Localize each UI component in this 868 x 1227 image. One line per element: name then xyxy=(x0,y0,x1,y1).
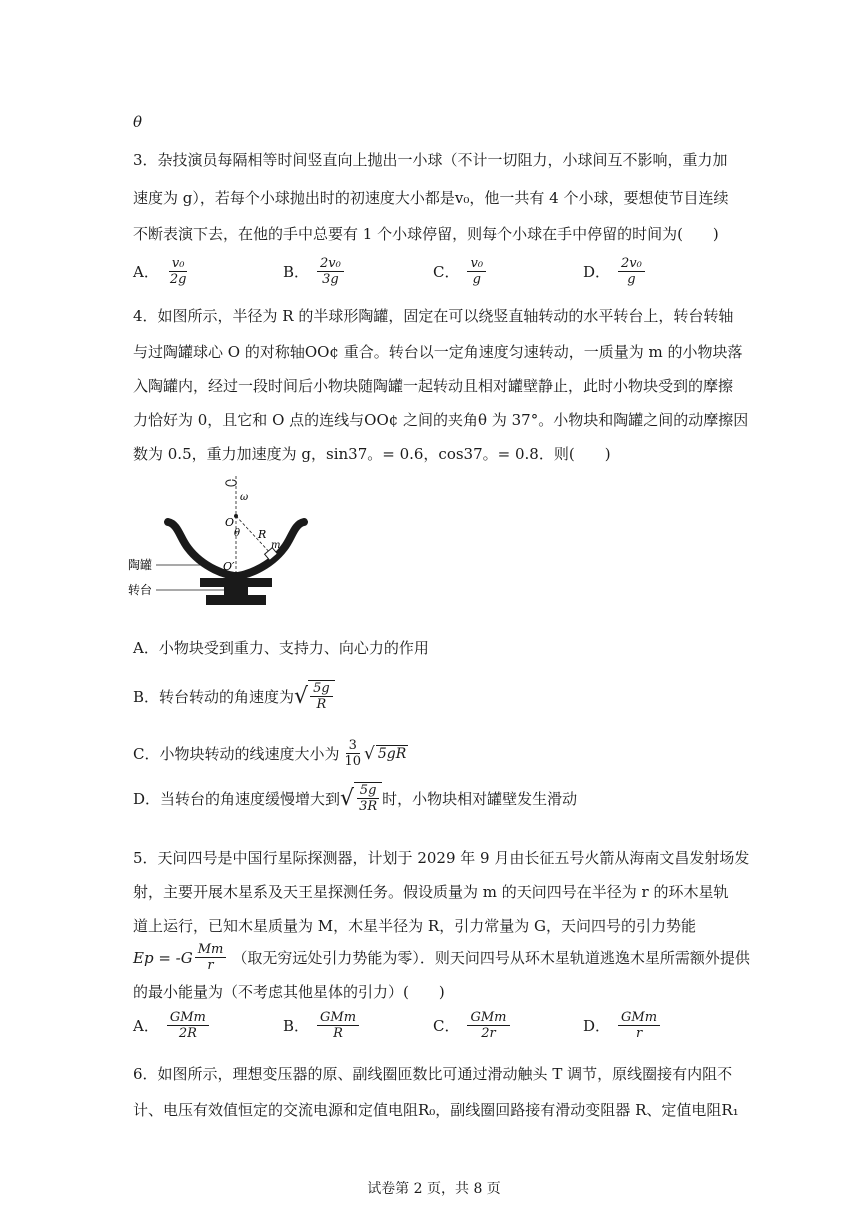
q3-line-1: 3．杂技演员每隔相等时间竖直向上抛出一小球（不计一切阻力，小球间互不影响，重力加 xyxy=(133,151,728,169)
center-Oprime-label: O′ xyxy=(223,560,235,573)
option-fraction xyxy=(618,256,645,287)
fraction-denominator: 3R xyxy=(359,799,378,814)
fraction-denominator: 2g xyxy=(169,272,187,287)
sqrt-expression xyxy=(294,680,335,712)
fraction-numerator: GMm xyxy=(467,1010,509,1026)
q5-potential-energy-line xyxy=(133,942,750,973)
fraction-numerator: v₀ xyxy=(467,256,486,272)
option-fraction xyxy=(467,256,486,287)
option-label: C． xyxy=(433,263,460,281)
fraction-denominator: r xyxy=(207,958,214,973)
center-O-label: O xyxy=(225,516,235,529)
q4-line-4: 力恰好为 0，且它和 O 点的连线与OO¢ 之间的夹角θ 为 37°。小物块和陶罐之间的动摩擦因 xyxy=(133,411,749,429)
option-text: B．转台转动的角速度为 xyxy=(133,687,295,706)
fraction-denominator: r xyxy=(635,1026,643,1041)
option-label: D． xyxy=(583,263,611,281)
q5-line-2: 射，主要开展木星系及天王星探测任务。假设质量为 m 的天问四号在半径为 r 的环木星轨 xyxy=(133,883,729,901)
q4-line-3: 入陶罐内，经过一段时间后小物块随陶罐一起转动且相对罐壁静止，此时小物块受到的摩擦 xyxy=(133,377,734,395)
sqrt-icon: √ xyxy=(294,683,309,709)
q5-line-5: 的最小能量为（不考虑其他星体的引力）( ) xyxy=(133,983,445,1001)
option-fraction xyxy=(167,1010,209,1041)
q6-line-1: 6．如图所示，理想变压器的原、副线圈匝数比可通过滑动触头 T 调节，原线圈接有内阻不 xyxy=(133,1065,733,1083)
q3-option-b xyxy=(283,256,344,287)
fraction-denominator: 10 xyxy=(344,754,362,769)
fraction-numerator: GMm xyxy=(167,1010,209,1026)
mass-m-label: m xyxy=(271,540,281,551)
ep-fraction xyxy=(195,942,227,973)
fraction-numerator: 2v₀ xyxy=(317,256,344,272)
fraction-denominator: g xyxy=(627,272,636,287)
option-label: B． xyxy=(283,1017,310,1035)
fraction-denominator: 3g xyxy=(322,272,339,287)
option-label: D． xyxy=(583,1017,611,1035)
q5-option-b xyxy=(283,1010,359,1041)
option-label: A． xyxy=(133,1017,159,1035)
q4-line-5: 数为 0.5，重力加速度为 g，sin37。= 0.6，cos37。= 0.8．则( ) xyxy=(133,445,611,463)
sqrt-expression xyxy=(340,782,382,814)
option-fraction xyxy=(317,256,344,287)
q3-option-c xyxy=(433,256,486,287)
fraction-numerator: 5g xyxy=(357,783,380,799)
turntable-top xyxy=(200,578,272,587)
option-fraction xyxy=(167,256,190,287)
fraction-numerator: GMm xyxy=(618,1010,660,1026)
fraction-numerator: 5g xyxy=(310,681,333,697)
jar-turntable-diagram xyxy=(128,472,318,612)
turntable-base xyxy=(206,595,266,605)
sqrt-fraction xyxy=(354,782,382,814)
q3-line-2: 速度为 g），若每个小球抛出时的初速度大小都是v₀，他一共有 4 个小球，要想使节目连续 xyxy=(133,189,729,207)
option-fraction xyxy=(317,1010,359,1041)
coef-fraction xyxy=(341,738,364,769)
fraction-denominator: 2R xyxy=(178,1026,197,1041)
fraction-denominator: R xyxy=(333,1026,343,1041)
q4-line-2: 与过陶罐球心 O 的对称轴OO¢ 重合。转台以一定角速度匀速转动，一质量为 m 的小物块落 xyxy=(133,343,743,361)
q4-option-a: A．小物块受到重力、支持力、向心力的作用 xyxy=(133,639,429,657)
page-footer: 试卷第 2 页，共 8 页 xyxy=(367,1181,501,1197)
q3-option-d xyxy=(583,256,645,287)
jar-label: 陶罐 xyxy=(128,558,153,572)
sqrt-fraction xyxy=(308,680,335,712)
fraction-numerator: v₀ xyxy=(169,256,188,272)
radius-R-label: R xyxy=(258,528,267,541)
option-fraction xyxy=(467,1010,509,1041)
fraction-numerator: GMm xyxy=(317,1010,359,1026)
q4-line-1: 4．如图所示，半径为 R 的半球形陶罐，固定在可以绕竖直轴转动的水平转台上，转台转轴 xyxy=(133,307,734,325)
stray-theta: θ xyxy=(133,113,143,131)
sqrt-radicand: 5gR xyxy=(377,746,407,762)
radius-line xyxy=(236,516,273,556)
ep-rest: （取无穷远处引力势能为零）．则天问四号从环木星轨道逃逸木星所需额外提供 xyxy=(232,949,750,967)
q4-option-c xyxy=(133,738,408,769)
option-text: D．当转台的角速度缓慢增大到 xyxy=(133,789,341,808)
fraction-numerator: Mm xyxy=(195,942,227,958)
turntable-shaft xyxy=(224,587,248,595)
q3-option-a xyxy=(133,256,189,287)
option-label: A． xyxy=(133,263,159,281)
fraction-denominator: R xyxy=(316,697,327,712)
option-text: C．小物块转动的线速度大小为 xyxy=(133,745,340,763)
q4-option-d xyxy=(133,782,577,814)
option-fraction xyxy=(618,1010,660,1041)
fraction-numerator: 3 xyxy=(346,738,360,754)
omega-label: ω xyxy=(240,492,249,503)
ep-lhs: Ep = -G xyxy=(133,948,193,967)
q5-option-a xyxy=(133,1010,209,1041)
q5-line-1: 5．天问四号是中国行星际探测器，计划于 2029 年 9 月由长征五号火箭从海南文昌发射场发 xyxy=(133,849,750,867)
option-label: C． xyxy=(433,1017,460,1035)
fraction-numerator: 2v₀ xyxy=(618,256,645,272)
theta-label: θ xyxy=(234,528,241,539)
rotation-arrow-icon xyxy=(226,480,237,486)
q5-option-c xyxy=(433,1010,510,1041)
fraction-denominator: 2r xyxy=(481,1026,496,1041)
sqrt-expression xyxy=(364,744,408,764)
sqrt-icon: √ xyxy=(364,743,375,764)
q3-line-3: 不断表演下去，在他的手中总要有 1 个小球停留，则每个小球在手中停留的时间为( ) xyxy=(133,225,719,243)
q6-line-2: 计、电压有效值恒定的交流电源和定值电阻R₀，副线圈回路接有滑动变阻器 R、定值电阻R₁ xyxy=(133,1101,739,1119)
q4-option-b xyxy=(133,680,335,712)
option-label: B． xyxy=(283,263,310,281)
q5-line-3: 道上运行，已知木星质量为 M，木星半径为 R，引力常量为 G，天问四号的引力势能 xyxy=(133,917,696,935)
q5-option-d xyxy=(583,1010,660,1041)
option-text-tail: 时，小物块相对罐壁发生滑动 xyxy=(382,789,578,808)
table-label: 转台 xyxy=(128,583,153,597)
sqrt-icon: √ xyxy=(340,785,355,811)
fraction-denominator: g xyxy=(472,272,481,287)
